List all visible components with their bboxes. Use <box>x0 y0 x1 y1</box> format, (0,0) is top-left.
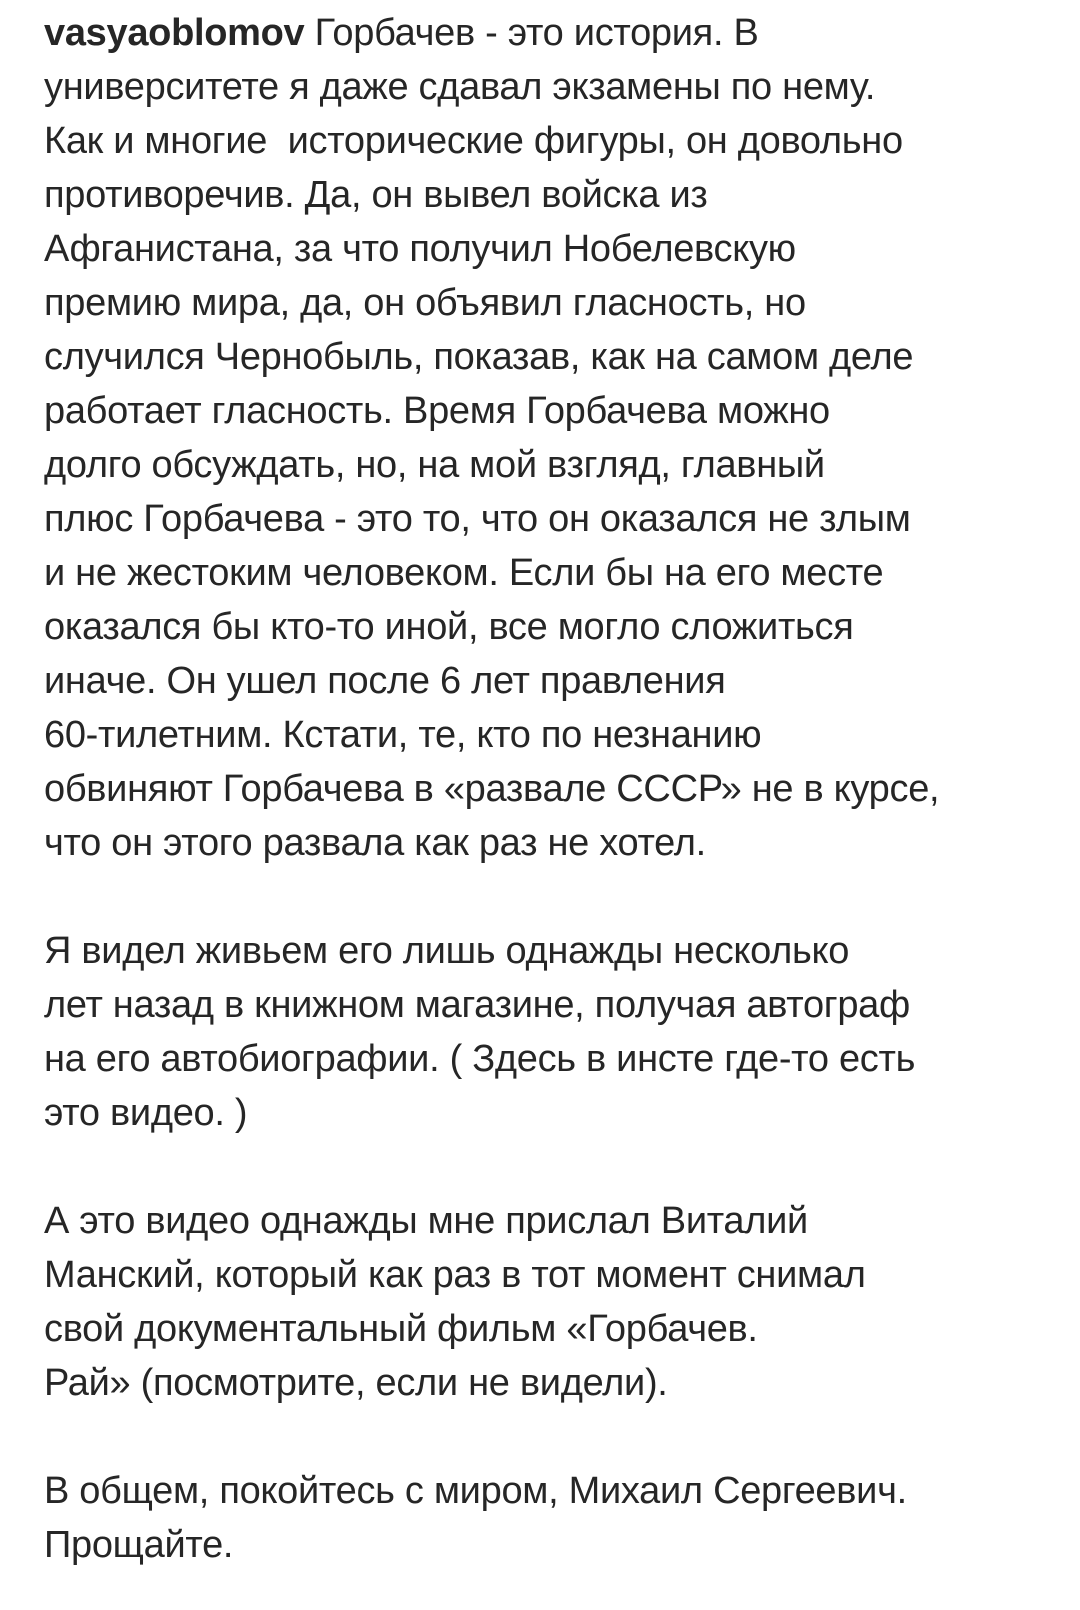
caption-line: Рай» (посмотрите, если не видели). <box>44 1362 668 1404</box>
caption-line: это видео. ) <box>44 1092 248 1134</box>
caption-line: свой документальный фильм «Горбачев. <box>44 1308 758 1350</box>
caption-line: что он этого развала как раз не хотел. <box>44 822 706 864</box>
username-link[interactable]: vasyaoblomov <box>44 12 305 54</box>
caption-line: случился Чернобыль, показав, как на самом деле <box>44 336 914 378</box>
caption-paragraph-1 <box>44 6 1054 870</box>
caption-line: на его автобиографии. ( Здесь в инсте где-то есть <box>44 1038 916 1080</box>
caption-line: университете я даже сдавал экзамены по нему. <box>44 66 876 108</box>
caption-line: и не жестоким человеком. Если бы на его месте <box>44 552 884 594</box>
caption-line: Афганистана, за что получил Нобелевскую <box>44 228 796 270</box>
caption-line-text: Горбачев - это история. В <box>314 12 759 54</box>
caption-line: долго обсуждать, но, на мой взгляд, главный <box>44 444 825 486</box>
caption-paragraph-3 <box>44 1194 1054 1410</box>
caption-line: 60-тилетним. Кстати, те, кто по незнанию <box>44 714 762 756</box>
caption-line: плюс Горбачева - это то, что он оказался не злым <box>44 498 911 540</box>
caption-line: В общем, покойтесь с миром, Михаил Сергеевич. <box>44 1470 907 1512</box>
caption-line: премию мира, да, он объявил гласность, но <box>44 282 806 324</box>
caption-paragraph-2 <box>44 924 1054 1140</box>
caption-line: Как и многие исторические фигуры, он довольно <box>44 120 903 162</box>
post-caption <box>44 6 1054 1572</box>
caption-paragraph-4 <box>44 1464 1054 1572</box>
caption-line: работает гласность. Время Горбачева можно <box>44 390 830 432</box>
caption-line: противоречив. Да, он вывел войска из <box>44 174 708 216</box>
caption-line: оказался бы кто-то иной, все могло сложиться <box>44 606 854 648</box>
caption-line: обвиняют Горбачева в «развале СССР» не в курсе, <box>44 768 940 810</box>
caption-line: иначе. Он ушел после 6 лет правления <box>44 660 726 702</box>
caption-line <box>44 6 1054 60</box>
caption-line: Я видел живьем его лишь однажды несколько <box>44 930 850 972</box>
caption-line: Манский, который как раз в тот момент снимал <box>44 1254 866 1296</box>
caption-line: лет назад в книжном магазине, получая автограф <box>44 984 910 1026</box>
caption-line: Прощайте. <box>44 1524 234 1566</box>
caption-line: А это видео однажды мне прислал Виталий <box>44 1200 808 1242</box>
